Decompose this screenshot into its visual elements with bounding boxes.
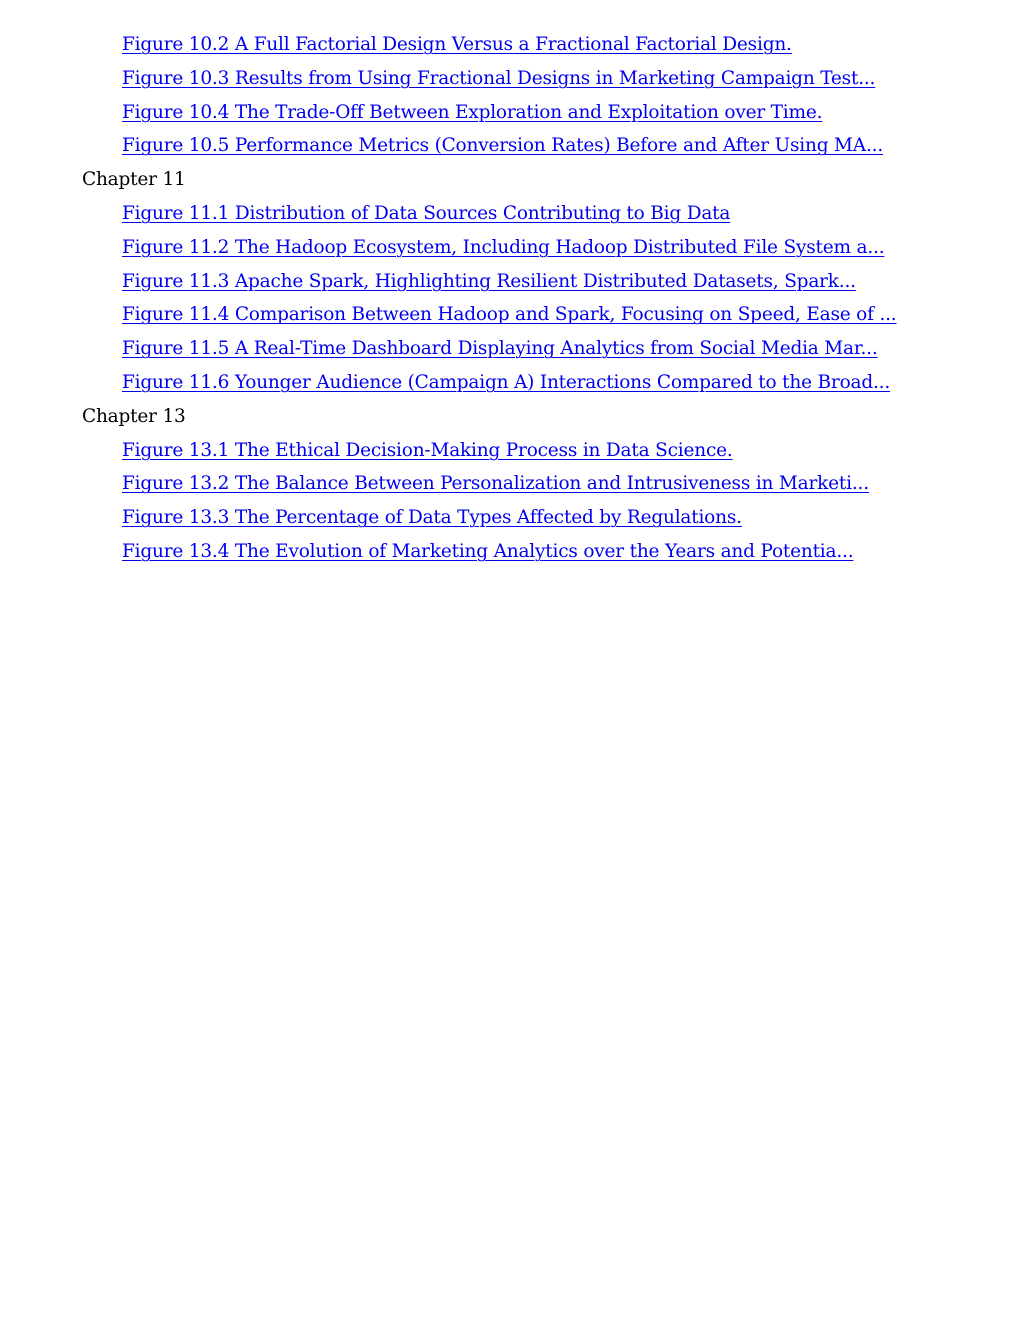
figure-entry	[0, 366, 1020, 400]
figure-link-11-3[interactable]: Figure 11.3 Apache Spark, Highlighting Resilient Distributed Datasets, Spark...	[122, 270, 856, 292]
figure-list	[0, 28, 1020, 569]
figure-link-13-1[interactable]: Figure 13.1 The Ethical Decision-Making Process in Data Science.	[122, 439, 733, 461]
figure-entry	[0, 467, 1020, 501]
figure-link-11-6[interactable]: Figure 11.6 Younger Audience (Campaign A) Interactions Compared to the Broad...	[122, 371, 891, 393]
chapter-heading-11: Chapter 11	[82, 169, 186, 191]
figure-link-13-2[interactable]: Figure 13.2 The Balance Between Personalization and Intrusiveness in Marketi...	[122, 473, 869, 495]
figure-link-11-4[interactable]: Figure 11.4 Comparison Between Hadoop and Spark, Focusing on Speed, Ease of ...	[122, 304, 897, 326]
figure-entry	[0, 265, 1020, 299]
figure-link-13-4[interactable]: Figure 13.4 The Evolution of Marketing Analytics over the Years and Potentia...	[122, 540, 854, 562]
figure-entry	[0, 129, 1020, 163]
figure-entry	[0, 231, 1020, 265]
figure-link-10-5[interactable]: Figure 10.5 Performance Metrics (Conversion Rates) Before and After Using MA...	[122, 135, 884, 157]
figure-link-11-2[interactable]: Figure 11.2 The Hadoop Ecosystem, Including Hadoop Distributed File System a...	[122, 236, 885, 258]
figure-entry	[0, 62, 1020, 96]
figure-link-11-1[interactable]: Figure 11.1 Distribution of Data Sources Contributing to Big Data	[122, 202, 731, 224]
figure-entry	[0, 434, 1020, 468]
figure-entry	[0, 535, 1020, 569]
figure-link-10-4[interactable]: Figure 10.4 The Trade-Off Between Exploration and Exploitation over Time.	[122, 101, 823, 123]
figure-entry	[0, 298, 1020, 332]
figure-entry	[0, 501, 1020, 535]
figure-link-10-2[interactable]: Figure 10.2 A Full Factorial Design Versus a Fractional Factorial Design.	[122, 34, 792, 55]
chapter-heading-13: Chapter 13	[82, 405, 186, 427]
figure-entry	[0, 332, 1020, 366]
figure-entry	[0, 28, 1020, 62]
figure-link-11-5[interactable]: Figure 11.5 A Real-Time Dashboard Displaying Analytics from Social Media Mar...	[122, 338, 878, 360]
figure-entry	[0, 197, 1020, 231]
figure-link-13-3[interactable]: Figure 13.3 The Percentage of Data Types Affected by Regulations.	[122, 507, 742, 529]
figure-entry	[0, 96, 1020, 130]
figure-link-10-3[interactable]: Figure 10.3 Results from Using Fractional Designs in Marketing Campaign Test...	[122, 67, 876, 89]
